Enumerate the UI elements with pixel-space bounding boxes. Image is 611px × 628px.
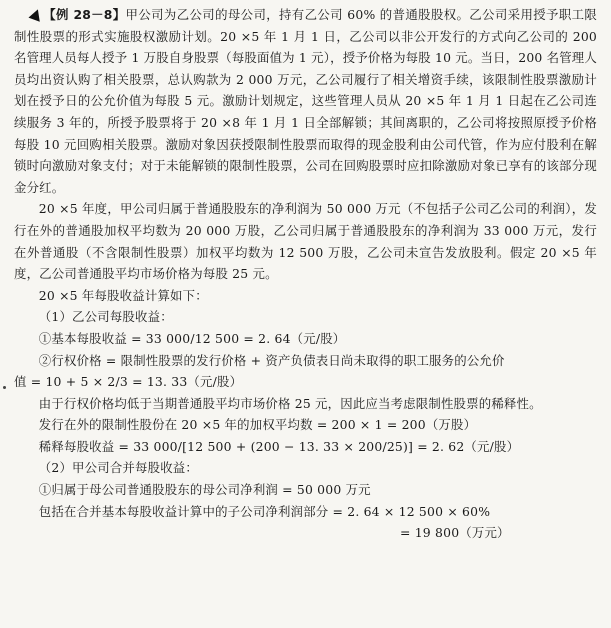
example-label: 【例 28－8】: [43, 7, 126, 22]
example-problem-text: 甲公司为乙公司的母公司，持有乙公司 60% 的普通股股权。乙公司采用授予职工限制性股票的形式实施股权激励计划。20 ×5 年 1 月 1 日，乙公司以非公开发行的方式向乙公司的 200 名管理人员每人授予 1 万股自身股票（每股面值为 1 元），授予价格为每股 10 元。当日，200 名管理人员均出资认购了相关股票，总认购款为 2 000 万元，乙公司履行了相关增资手续，该限制性股票激励计划在授予日的公允价值为每股 5 元。激励计划规定，这些管理人员从 20 ×5 年 1 月 1 日起在乙公司连续服务 3 年的，所授予股票将于 20 ×8 年 1 月 1 日全部解锁；其间离职的，乙公司将按照原授予价格每股 10 元回购相关股票。激励对象因获授限制性股票而取得的现金股利由公司代管，作为应付股利在解锁时向激励对象支付；对于未能解锁的限制性股票，公司在回购股票时应扣除激励对象已享有的该部分现金分红。: [14, 7, 598, 195]
exercise-price-line-2: 值 = 10 + 5 × 2/3 = 13. 33（元/股）: [14, 374, 243, 390]
dilutive-note: 由于行权价格均低于当期普通股平均市场价格 25 元，因此应当考虑限制性股票的稀释性。: [38, 395, 542, 411]
subsidiary-profit-line-1: 包括在合并基本每股收益计算中的子公司净利润部分 = 2. 64 × 12 500 × 60%: [38, 503, 491, 519]
example-paragraph-1: [14, 4, 597, 198]
scan-speck: [3, 386, 6, 389]
exercise-price-line-1: ②行权价格 = 限制性股票的发行价格 + 资产负债表日尚未取得的职工服务的公允价: [38, 352, 505, 368]
weighted-average-line: 发行在外的限制性股份在 20 ×5 年的加权平均数 = 200 × 1 = 200（万股）: [38, 417, 477, 433]
calc-intro: 20 ×5 年每股收益计算如下：: [38, 287, 208, 303]
basic-eps-line: ①基本每股收益 = 33 000/12 500 = 2. 64（元/股）: [38, 330, 346, 346]
example-paragraph-2: 20 ×5 年度，甲公司归属于普通股股东的净利润为 50 000 万元（不包括子公司乙公司的利润），发行在外的普通股加权平均数为 20 000 万股，乙公司归属于普通股股东的净利润为 33 000 万元，发行在外普通股（不含限制性股票）加权平均数为 12 500 万股，乙公司未宣告发放股利。假定 20 ×5 年度，乙公司普通股平均市场价格为每股 25 元。: [14, 201, 597, 282]
diluted-eps-line: 稀释每股收益 = 33 000/[12 500 + (200 − 13. 33 × 200/25)] = 2. 62（元/股）: [38, 438, 520, 454]
triangle-marker-icon: [28, 7, 43, 21]
section2-heading: （2）甲公司合并每股收益：: [38, 460, 198, 476]
subsidiary-profit-line-2: = 19 800（万元）: [400, 525, 510, 541]
section1-heading: （1）乙公司每股收益：: [38, 309, 173, 325]
parent-net-profit-line: ①归属于母公司普通股股东的母公司净利润 = 50 000 万元: [38, 482, 371, 498]
